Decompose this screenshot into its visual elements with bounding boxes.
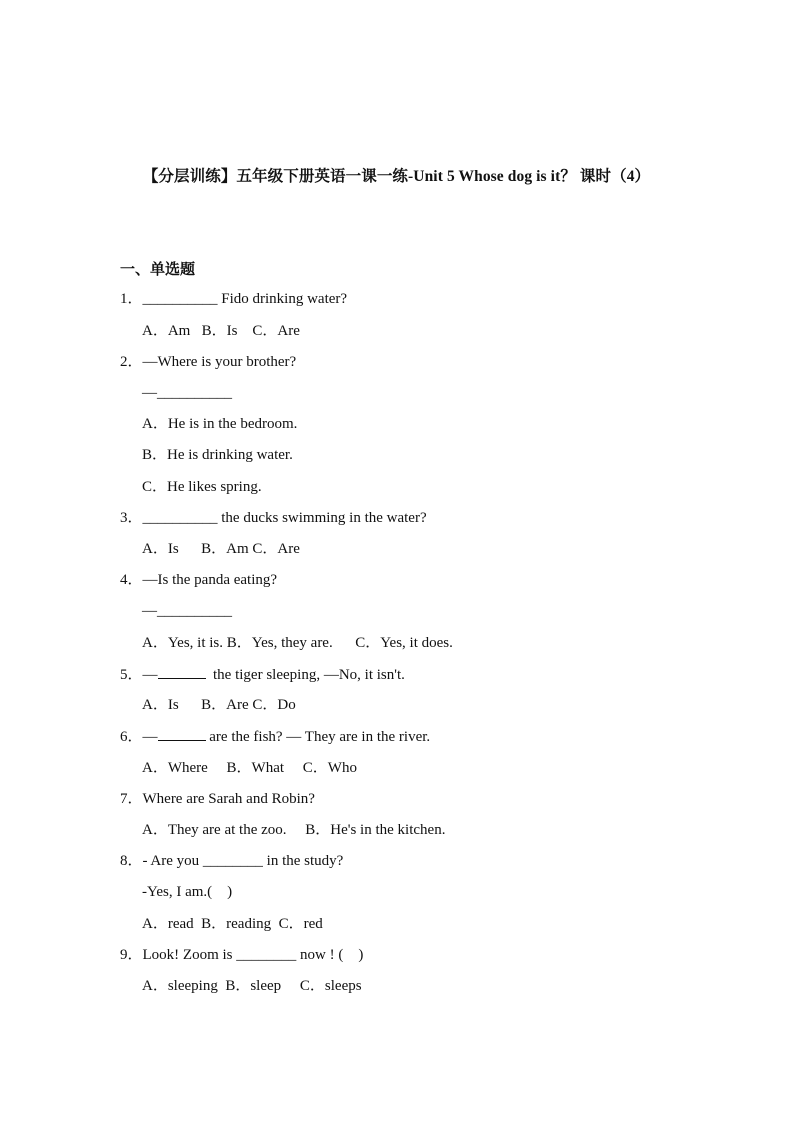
question-5-blank: [158, 664, 206, 679]
question-3-options: A．Is B．Am C．Are: [142, 541, 300, 557]
question-7-options: A．They are at the zoo. B．He's in the kitchen.: [142, 822, 446, 838]
section-heading: 一、单选题: [120, 262, 196, 278]
question-1-options: A．Am B．Is C．Are: [142, 323, 300, 339]
question-8-options: A．read B．reading C．red: [142, 916, 323, 932]
question-5-stem-end: the tiger sleeping, —No, it isn't.: [205, 667, 405, 683]
question-5-stem: [120, 664, 405, 685]
question-1-stem: 1．__________ Fido drinking water?: [120, 291, 348, 307]
question-8-stem: 8．- Are you ________ in the study?: [120, 853, 344, 869]
question-7-stem: 7．Where are Sarah and Robin?: [120, 791, 315, 807]
question-4-stem: 4．—Is the panda eating?: [120, 572, 278, 588]
document-title: 【分层训练】五年级下册英语一课一练-Unit 5 Whose dog is it？ 课时（4）: [142, 168, 651, 185]
question-6-blank: [158, 726, 206, 741]
question-5-options: A．Is B．Are C．Do: [142, 697, 296, 713]
question-4-answer-line: —__________: [142, 603, 232, 619]
question-9-stem: 9．Look! Zoom is ________ now ! ( ): [120, 947, 364, 963]
question-6-stem: [120, 726, 430, 747]
question-9-options: A．sleeping B．sleep C．sleeps: [142, 978, 362, 994]
question-8-answer-line: -Yes, I am.( ): [142, 884, 233, 900]
question-2-option-b: B．He is drinking water.: [142, 447, 293, 463]
question-2-answer-line: —__________: [142, 385, 232, 401]
question-2-option-a: A．He is in the bedroom.: [142, 416, 298, 432]
question-6-options: A．Where B．What C．Who: [142, 760, 357, 776]
question-2-stem: 2．—Where is your brother?: [120, 354, 297, 370]
question-5-stem-start: 5．—: [120, 667, 158, 683]
question-4-options: A．Yes, it is. B．Yes, they are. C．Yes, it does.: [142, 635, 453, 651]
question-3-stem: 3．__________ the ducks swimming in the water?: [120, 510, 427, 526]
question-2-option-c: C．He likes spring.: [142, 479, 262, 495]
question-6-stem-end: are the fish? — They are in the river.: [205, 729, 431, 745]
question-6-stem-start: 6．—: [120, 729, 158, 745]
